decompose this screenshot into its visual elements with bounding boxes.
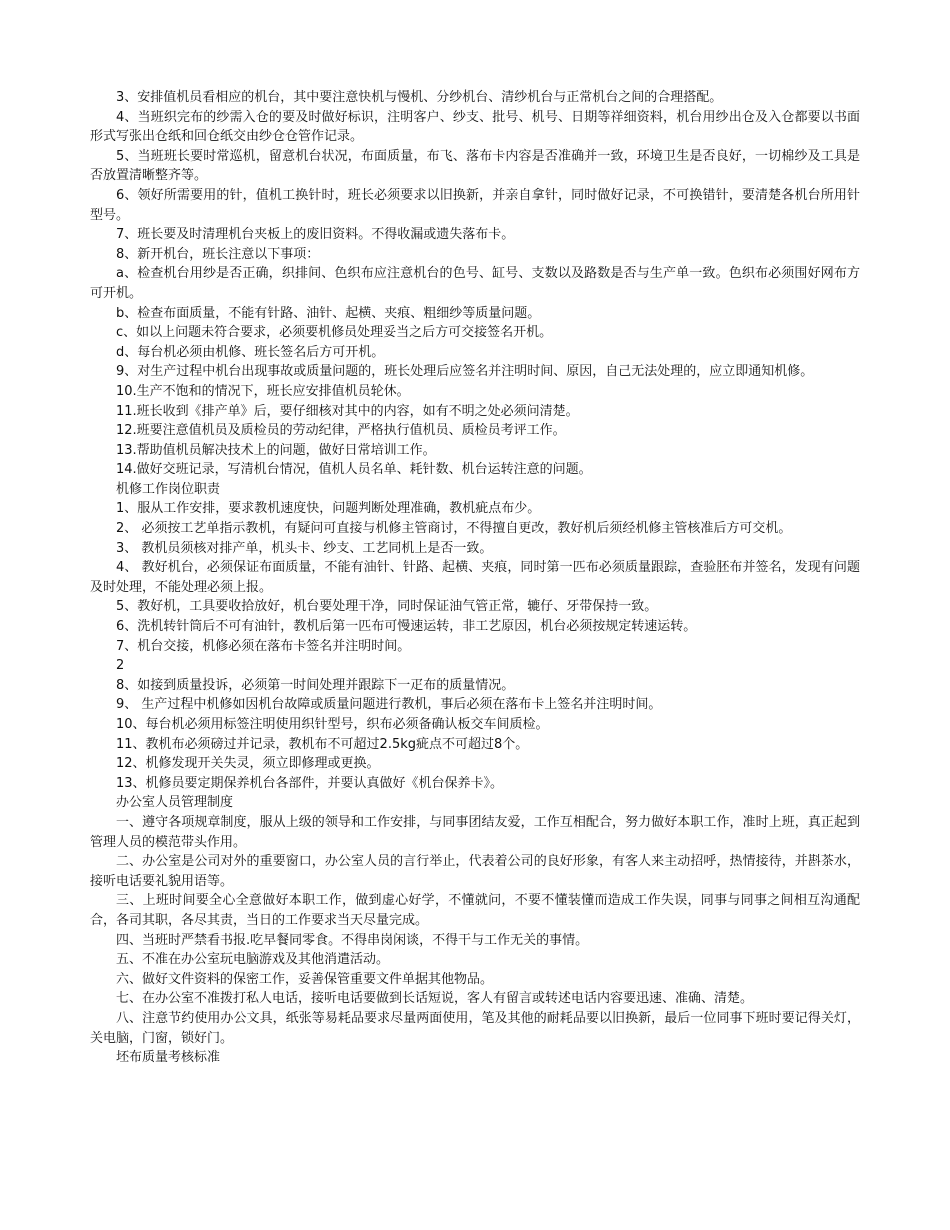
clause-mechanic-8: 8、如接到质量投诉，必须第一时间处理并跟踪下一疋布的质量情况。	[116, 677, 515, 693]
clause-office-5: 五、不准在办公室玩电脑游戏及其他消遣活动。	[116, 952, 390, 968]
clause-shift-leader-8c: c、如以上问题未符合要求，必须要机修员处理妥当之后方可交接签名开机。	[116, 325, 553, 341]
section-heading-mechanic-duties: 机修工作岗位职责	[116, 481, 221, 497]
clause-office-2: 二、办公室是公司对外的重要窗口，办公室人员的言行举止，代表着公司的良好形象，有客人来主动招呼，热情接待，并斟茶水，接听电话要礼貌用语等。	[90, 854, 860, 889]
clause-shift-leader-7: 7、班长要及时清理机台夹板上的废旧资料。不得收漏或遗失落布卡。	[116, 227, 515, 243]
clause-office-1: 一、遵守各项规章制度，服从上级的领导和工作安排，与同事团结友爱，工作互相配合，努力做好本职工作，准时上班，真正起到管理人员的模范带头作用。	[90, 814, 860, 850]
clause-shift-leader-5: 5、当班班长要时常巡机，留意机台状况，布面质量，布飞、落布卡内容是否准确并一致，环境卫生是否良好，一切棉纱及工具是否放置清晰整齐等。	[90, 148, 860, 184]
clause-office-8: 八、注意节约使用办公文具，纸张等易耗品要求尽量两面使用，笔及其他的耐耗品要以旧换新，最后一位同事下班时要记得关灯，关电脑，门窗，锁好门。	[90, 1010, 860, 1046]
section-heading-fabric-quality: 坯布质量考核标准	[116, 1050, 221, 1066]
clause-shift-leader-14: 14.做好交班记录，写清机台情况，值机人员名单、耗针数、机台运转注意的问题。	[116, 462, 592, 478]
clause-shift-leader-12: 12.班要注意值机员及质检员的劳动纪律，严格执行值机员、质检员考评工作。	[116, 423, 566, 439]
clause-shift-leader-8b: b、检查布面质量，不能有针路、油针、起横、夹痕、粗细纱等质量问题。	[116, 305, 541, 321]
clause-shift-leader-11: 11.班长收到《排产单》后，要仔细核对其中的内容，如有不明之处必须问清楚。	[116, 403, 579, 419]
clause-mechanic-10: 10、每台机必须用标签注明使用织针型号，织布必须备确认板交车间质检。	[116, 717, 549, 732]
section-heading-office-rules: 办公室人员管理制度	[116, 795, 234, 811]
clause-shift-leader-9: 9、对生产过程中机台出现事故或质量问题的，班长处理后应签名并注明时间、原因，自己无法处理的，应立即通知机修。	[116, 364, 814, 380]
clause-shift-leader-4: 4、当班织完布的纱需入仓的要及时做好标识，注明客户、纱支、批号、机号、日期等祥细资料，机台用纱出仓及入仓都要以书面形式写张出仓纸和回仓纸交由纱仓仓管作记录。	[90, 109, 860, 145]
clause-mechanic-5: 5、教好机，工具要收拾放好，机台要处理干净，同时保证油气管正常，辘仔、牙带保持一致。	[116, 599, 658, 615]
clause-mechanic-13: 13、机修员要定期保养机台各部件，并要认真做好《机台保养卡》。	[116, 775, 504, 791]
clause-shift-leader-8: 8、新开机台，班长注意以下事项：	[116, 246, 320, 262]
clause-shift-leader-10: 10.生产不饱和的情况下，班长应安排值机员轮休。	[116, 383, 410, 399]
clause-office-7: 七、在办公室不准拨打私人电话，接听电话要做到长话短说，客人有留言或转述电话内容要迅速、准确、清楚。	[116, 991, 754, 1007]
clause-mechanic-1: 1、服从工作安排，要求教机速度快，问题判断处理准确，教机疵点布少。	[116, 501, 541, 517]
clause-shift-leader-8a: a、检查机台用纱是否正确，织排间、色织布应注意机台的色号、缸号、支数以及路数是否与生产单一致。色织布必须围好网布方可开机。	[90, 266, 860, 301]
clause-office-6: 六、做好文件资料的保密工作，妥善保管重要文件单据其他物品。	[116, 971, 494, 987]
clause-office-3: 三、上班时间要全心全意做好本职工作，做到虚心好学，不懂就问，不要不懂装懂而造成工作失误，同事与同事之间相互沟通配合，各司其职，各尽其责，当日的工作要求当天尽量完成。	[90, 893, 860, 928]
clause-mechanic-3: 3、 教机员须核对排产单，机头卡、纱支、工艺同机上是否一致。	[116, 540, 493, 556]
clause-shift-leader-8d: d、每台机必须由机修、班长签名后方可开机。	[116, 344, 385, 360]
clause-mechanic-6: 6、洗机转针筒后不可有油针，教机后第一匹布可慢速运转，非工艺原因，机台必须按规定转速运转。	[116, 619, 697, 635]
clause-mechanic-9: 9、 生产过程中机修如因机台故障或质量问题进行教机，事后必须在落布卡上签名并注明时间。	[116, 697, 662, 713]
clause-mechanic-12: 12、机修发现开关失灵，须立即修理或更换。	[116, 756, 380, 772]
clause-shift-leader-3: 3、安排值机员看相应的机台，其中要注意快机与慢机、分纱机台、清纱机台与正常机台之间的合理搭配。	[116, 90, 723, 105]
clause-mechanic-4: 4、 教好机台，必须保证布面质量，不能有油针、针路、起横、夹痕，同时第一匹布必须质量跟踪，查验胚布并签名，发现有问题及时处理，不能处理必须上报。	[90, 560, 860, 595]
clause-mechanic-11: 11、教机布必须磅过并记录，教机布不可超过2.5kg疵点不可超过8个。	[116, 736, 529, 752]
clause-mechanic-2: 2、 必须按工艺单指示教机，有疑问可直接与机修主管商讨，不得擅自更改，教好机后须经机修主管核准后方可交机。	[116, 521, 792, 537]
clause-shift-leader-6: 6、领好所需要用的针，值机工换针时，班长必须要求以旧换新，并亲自拿针，同时做好记录，不可换错针，要清楚各机台所用针型号。	[90, 187, 860, 223]
clause-mechanic-7: 7、机台交接，机修必须在落布卡签名并注明时间。	[116, 638, 411, 654]
clause-shift-leader-13: 13.帮助值机员解决技术上的问题，做好日常培训工作。	[116, 442, 436, 458]
clause-office-4: 四、当班时严禁看书报.吃早餐同零食。不得串岗闲谈，不得干与工作无关的事情。	[116, 932, 589, 948]
page-number: 2	[116, 658, 125, 674]
